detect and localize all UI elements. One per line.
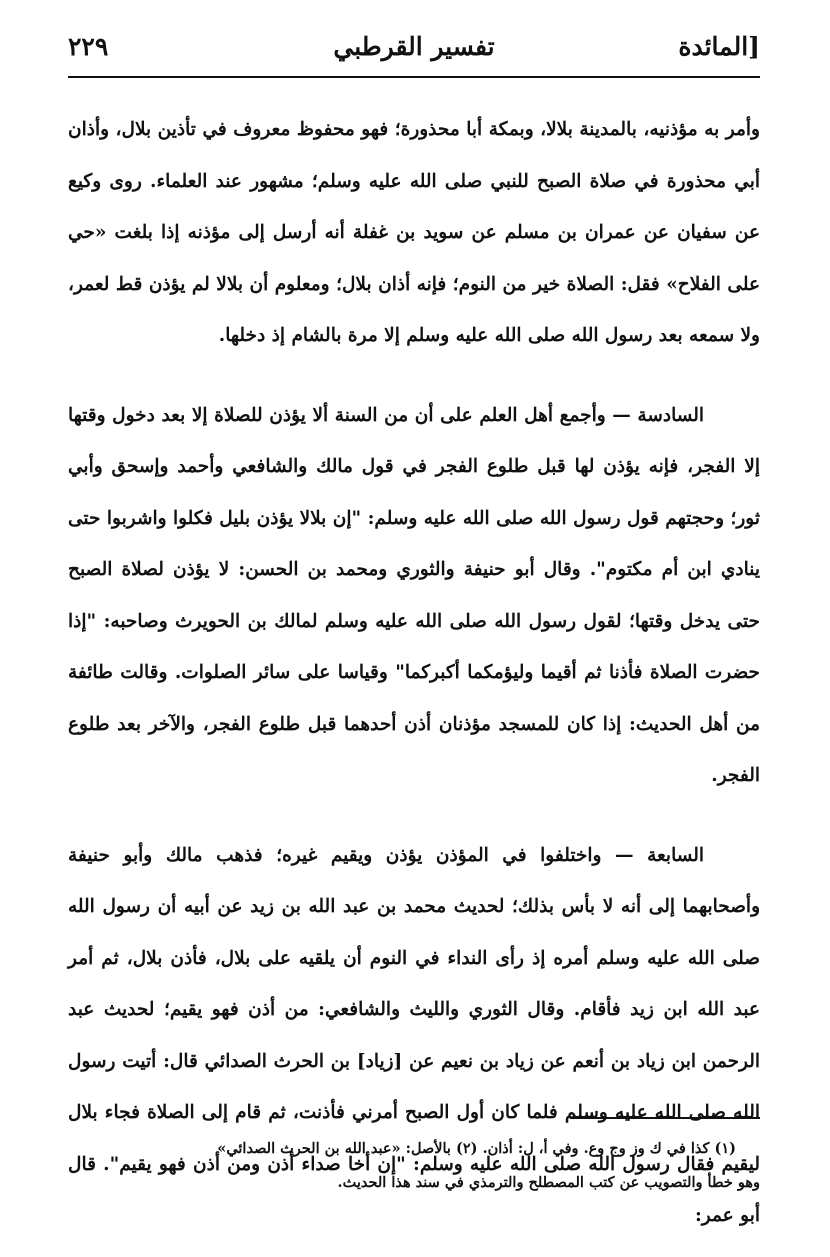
paragraph-sixth: السادسة — وأجمع أهل العلم على أن من السنة ألا يؤذن للصلاة إلا بعد دخول وقتها إلا الفجر، فإنه يؤذن لها قبل طلوع الفجر في قول مالك والشافعي وأحمد وإسحق وأبي ثور؛ وحجتهم قول رسول الله صلى الله عليه وسلم: "إن بلالا يؤذن بليل فكلوا واشربوا حتى ينادي ابن أم مكتوم". وقال أبو حنيفة والثوري ومحمد بن الحسن: لا يؤذن لصلاة الصبح حتى يدخل وقتها؛ لقول رسول الله صلى الله عليه وسلم لمالك بن الحويرث وصاحبه: "إذا حضرت الصلاة فأذنا ثم أقيما وليؤمكما أكبركما" وقياسا على سائر الصلوات. وقالت طائفة من أهل الحديث: إذا كان للمسجد مؤذنان أذن أحدهما قبل طلوع الفجر، والآخر بعد طلوع الفجر.	[68, 404, 760, 786]
paragraph-gap	[68, 802, 760, 830]
header-rule	[68, 76, 760, 78]
footnote-line-1: (١) كذا في ك وز وج وع. وفي أ، ل: أذان. (٢) بالأصل: «عبد الله بن الحرث الصدائي»	[217, 1140, 736, 1157]
main-text	[68, 104, 760, 1242]
paragraph-seventh: السابعة — واختلفوا في المؤذن يؤذن ويقيم غيره؛ فذهب مالك وأبو حنيفة وأصحابهما إلى أنه لا بأس بذلك؛ لحديث محمد بن عبد الله بن زيد عن أبيه أن رسول الله صلى الله عليه وسلم أمره إذ رأى النداء في النوم أن يلقيه على بلال، فأذن بلال، ثم أمر عبد الله ابن زيد فأقام. وقال الثوري والليث والشافعي: من أذن فهو يقيم؛ لحديث عبد الرحمن ابن زياد بن أنعم عن زياد بن نعيم عن [زياد] بن الحرث الصدائي قال: أتيت رسول الله صلى الله عليه وسلم فلما كان أول الصبح أمرني فأذنت، ثم قام إلى الصلاة فجاء بلال ليقيم فقال رسول الله صلى الله عليه وسلم: "إن أخا صداء أذن ومن أذن فهو يقيم". قال أبو عمر:	[68, 844, 760, 1226]
page-number: ٢٢٩	[68, 32, 109, 61]
paragraph-gap	[68, 362, 760, 390]
running-header	[68, 22, 760, 74]
surah-name: [المائدة	[678, 32, 760, 61]
footnote-rule	[570, 1117, 760, 1119]
footnotes	[68, 1132, 760, 1200]
book-title: تفسير القرطبي	[333, 32, 495, 61]
paragraph-intro: وأمر به مؤذنيه، بالمدينة بلالا، وبمكة أبا محذورة؛ فهو محفوظ معروف في تأذين بلال، وأذان أبي محذورة في صلاة الصبح للنبي صلى الله عليه وسلم؛ مشهور عند العلماء. روى وكيع عن سفيان عن عمران بن مسلم عن سويد بن غفلة أنه أرسل إلى مؤذنه إذا بلغت «حي على الفلاح» فقل: الصلاة خير من النوم؛ فإنه أذان بلال؛ ومعلوم أن بلالا لم يؤذن قط لعمر، ولا سمعه بعد رسول الله صلى الله عليه وسلم إلا مرة بالشام إذ دخلها.	[68, 119, 760, 346]
footnote-line-2: وهو خطأ والتصويب عن كتب المصطلح والترمذي في سند هذا الحديث.	[337, 1174, 760, 1191]
